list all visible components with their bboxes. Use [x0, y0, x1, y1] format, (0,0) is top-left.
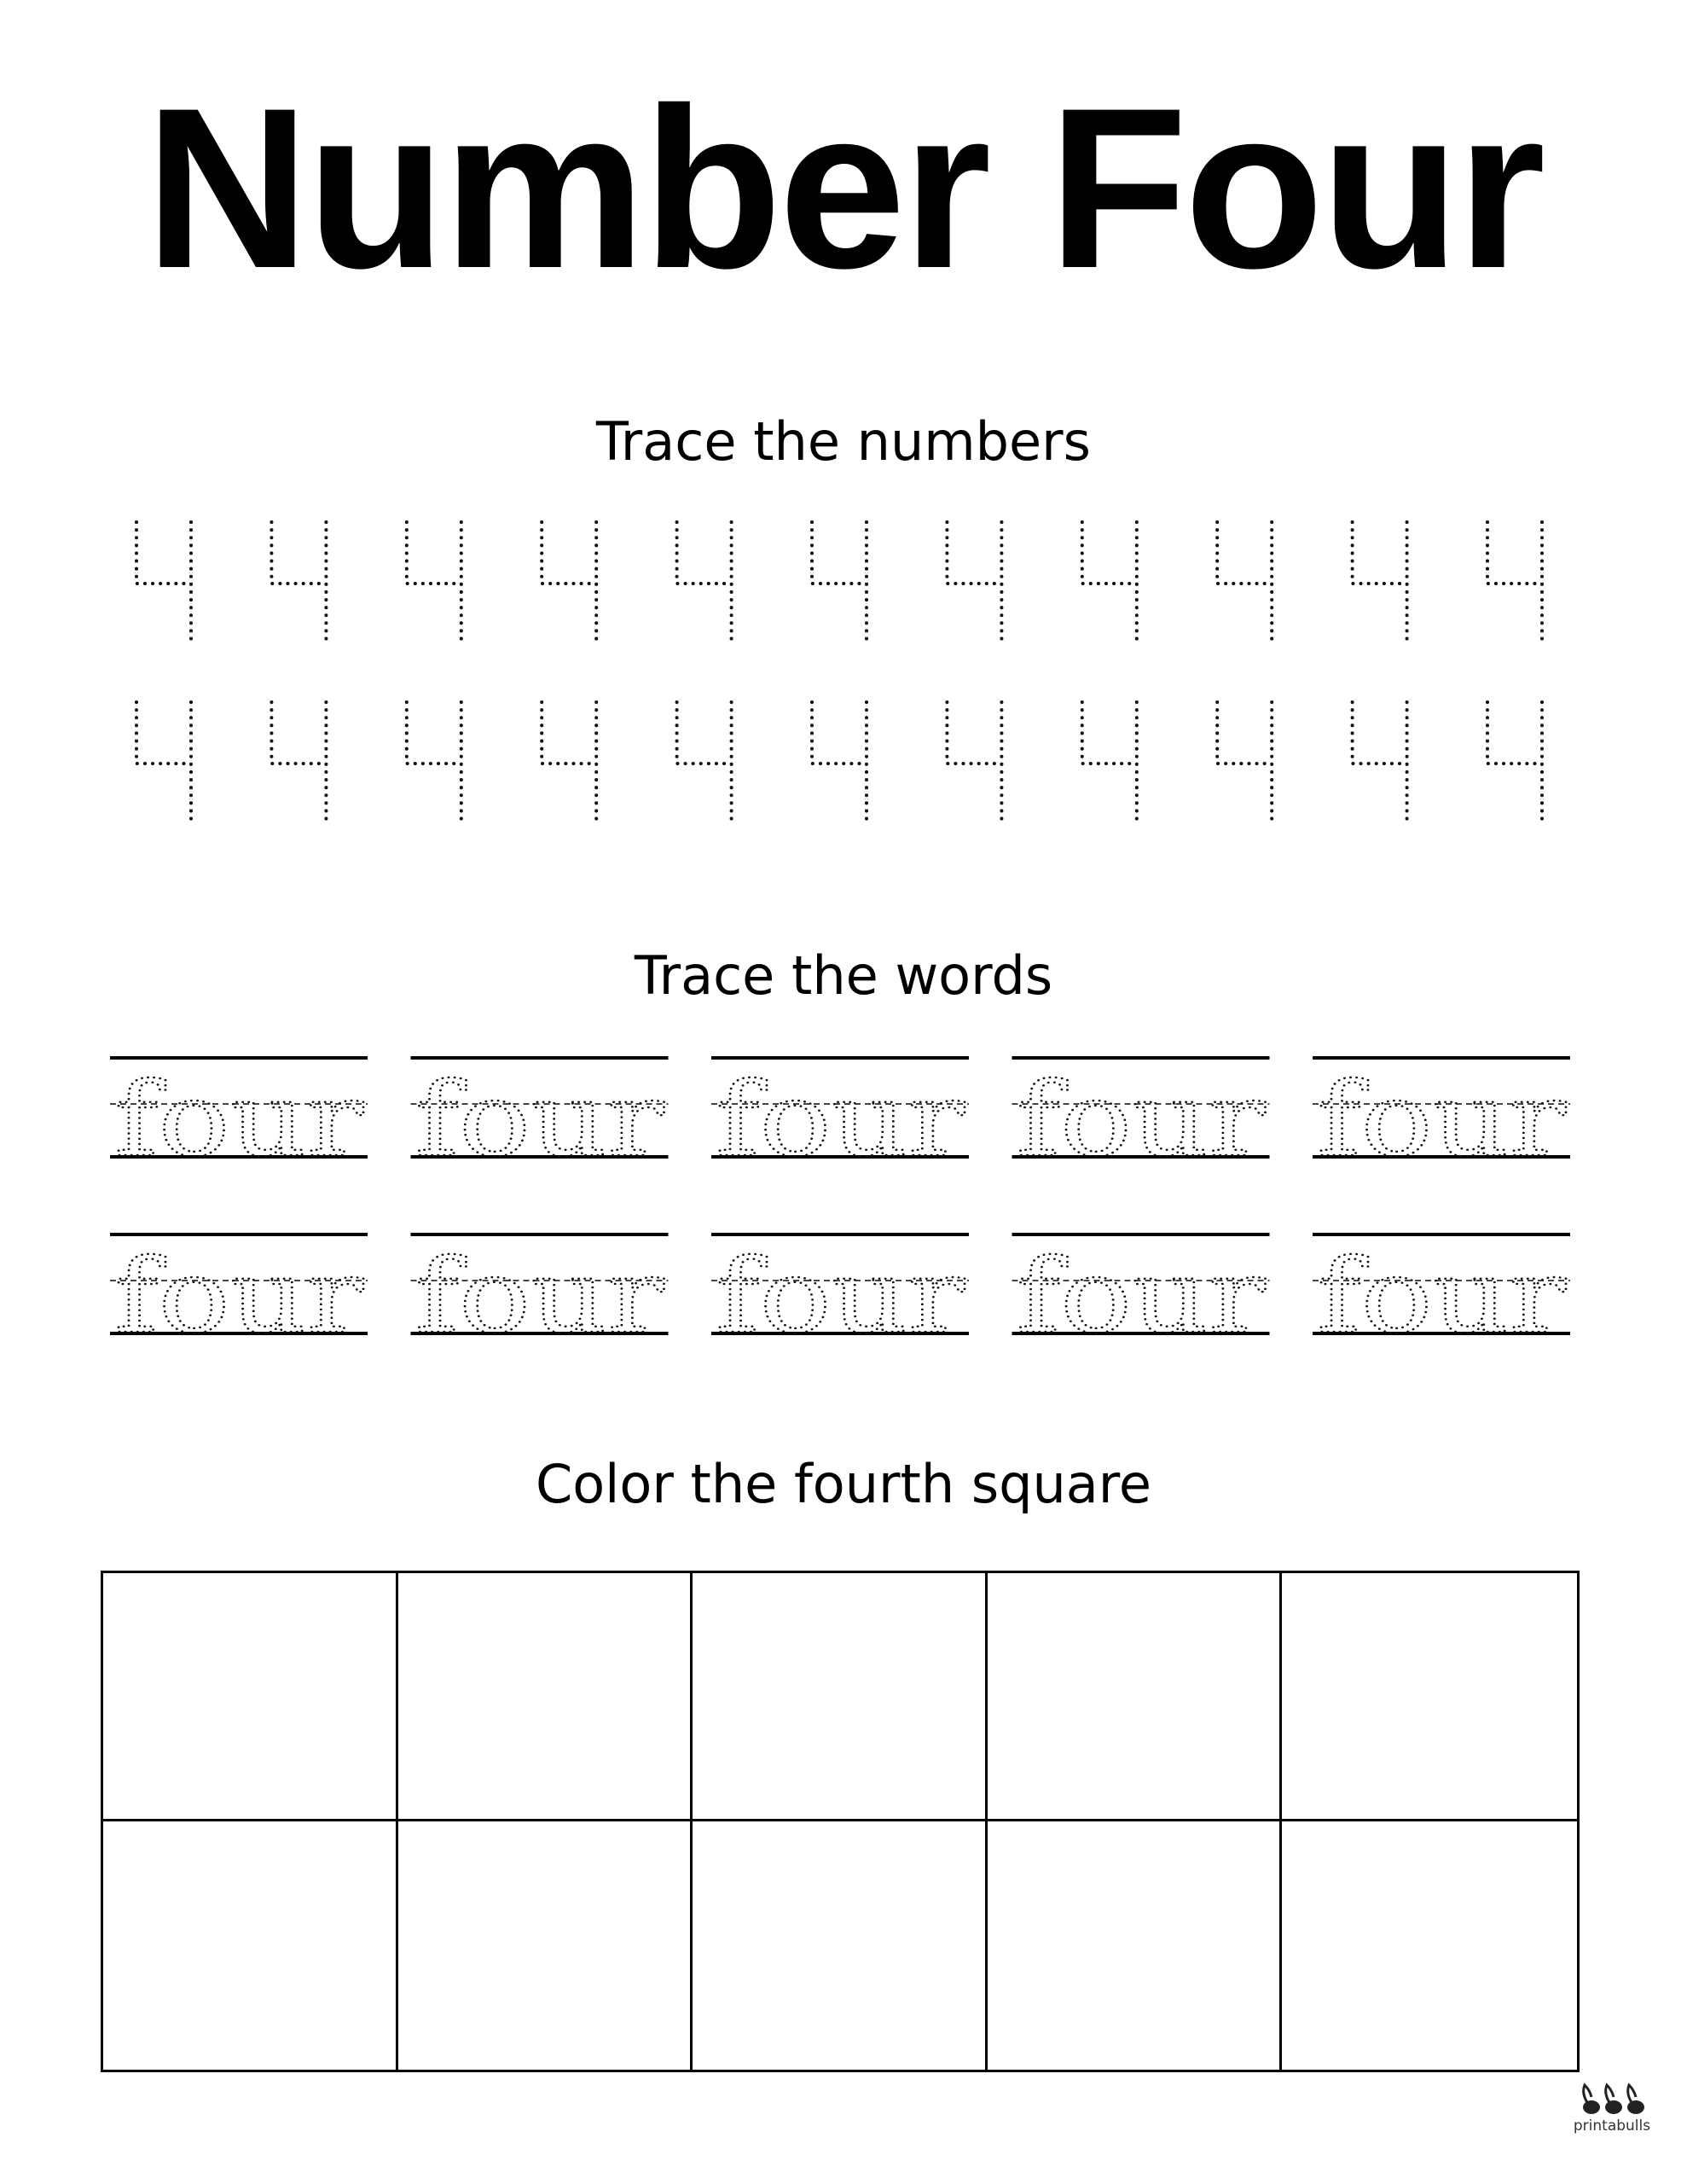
word-trace-line	[1313, 1058, 1570, 1180]
color-square[interactable]	[398, 1573, 693, 1821]
word-trace-line	[1313, 1234, 1570, 1356]
word-trace-line	[411, 1058, 669, 1180]
page-title: Number Four	[144, 60, 1543, 316]
printabulls-logo	[1569, 2078, 1655, 2146]
traceable-word: four	[716, 1061, 965, 1180]
word-trace-line	[711, 1234, 969, 1356]
traceable-word: four	[415, 1061, 665, 1180]
color-square[interactable]	[988, 1573, 1283, 1821]
traceable-word: four	[1317, 1238, 1567, 1356]
logo-text: printabulls	[1573, 2117, 1651, 2135]
word-trace-line	[411, 1234, 669, 1356]
trace-numbers-heading: Trace the numbers	[596, 410, 1091, 473]
traceable-word: four	[716, 1238, 965, 1356]
color-squares-heading: Color the fourth square	[535, 1453, 1152, 1515]
traceable-word: four	[1317, 1061, 1567, 1180]
color-square[interactable]	[103, 1821, 398, 2070]
word-trace-line	[1012, 1234, 1270, 1356]
color-square[interactable]	[988, 1821, 1283, 2070]
word-trace-line	[711, 1058, 969, 1180]
bull-icon	[1569, 2078, 1655, 2117]
color-square[interactable]	[1282, 1821, 1577, 2070]
traceable-word: four	[114, 1238, 364, 1356]
traceable-word: four	[415, 1238, 665, 1356]
traceable-word: four	[1016, 1238, 1267, 1356]
color-square[interactable]	[103, 1573, 398, 1821]
color-square[interactable]	[398, 1821, 693, 2070]
word-trace-line	[1012, 1058, 1270, 1180]
word-trace-line	[110, 1058, 368, 1180]
color-square[interactable]	[693, 1573, 988, 1821]
color-square-grid	[101, 1571, 1580, 2072]
color-square[interactable]	[693, 1821, 988, 2070]
word-trace-line	[110, 1234, 368, 1356]
traceable-word: four	[114, 1061, 364, 1180]
traceable-word: four	[1016, 1061, 1267, 1180]
color-square[interactable]	[1282, 1573, 1577, 1821]
trace-words-heading: Trace the words	[634, 944, 1053, 1007]
